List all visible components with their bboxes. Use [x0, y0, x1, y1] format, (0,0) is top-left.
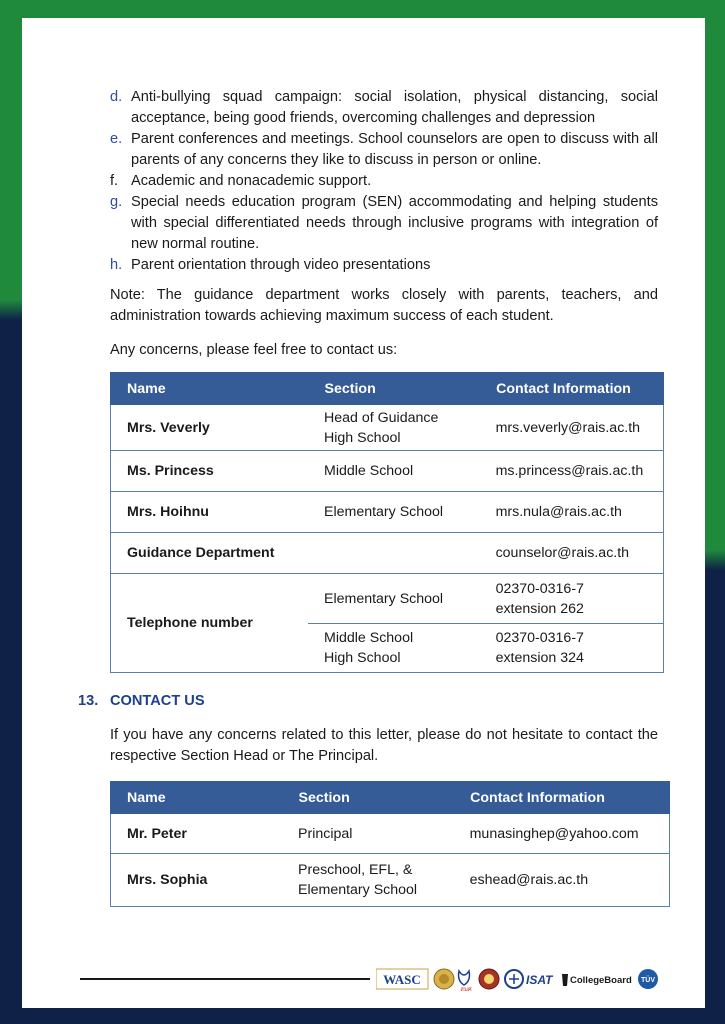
- list-item: [110, 192, 658, 255]
- list-item: [110, 87, 658, 129]
- list-marker: d.: [110, 89, 123, 105]
- phone-line: extension 262: [495, 600, 584, 617]
- contact-phone: [480, 574, 664, 624]
- svg-text:WASC: WASC: [383, 972, 421, 987]
- column-header-contact: Contact Information: [480, 373, 664, 405]
- contact-email: mrs.nula@rais.ac.th: [480, 492, 664, 533]
- contact-name: Mr. Peter: [111, 814, 283, 854]
- table-row: [111, 574, 664, 624]
- svg-text:สมศ: สมศ: [460, 987, 472, 992]
- contact-section: [308, 405, 480, 451]
- svg-text:TÜV: TÜV: [641, 977, 655, 984]
- list-item: [110, 171, 658, 192]
- contact-section: Elementary School: [308, 492, 480, 533]
- collegeboard-logo: [562, 974, 632, 986]
- contact-email: mrs.veverly@rais.ac.th: [480, 405, 664, 451]
- table-row: [111, 854, 670, 907]
- page-frame-right: [705, 0, 725, 1024]
- contact-section: Principal: [282, 814, 454, 854]
- section-line: Middle School: [324, 630, 414, 646]
- contact-section: Middle School: [308, 451, 480, 492]
- emblem-logo: [479, 969, 499, 989]
- tuv-logo: [638, 969, 658, 989]
- section-title: CONTACT US: [110, 693, 205, 709]
- isat-logo: [505, 970, 554, 988]
- contact-name: Mrs. Veverly: [111, 405, 309, 451]
- phone-line: 02370-0316-7: [495, 630, 584, 646]
- contact-phone: [480, 624, 664, 673]
- contact-name: Ms. Princess: [111, 451, 309, 492]
- contact-section: Elementary School: [308, 574, 480, 624]
- contact-section: [308, 624, 480, 673]
- section-line: Head of Guidance: [324, 409, 439, 426]
- list-item-text: Parent conferences and meetings. School counselors are open to discuss with all parents of any concerns they like to discuss in person or online.: [131, 131, 658, 168]
- contact-name: Telephone number: [111, 574, 309, 673]
- column-header-name: Name: [111, 782, 283, 814]
- column-header-section: Section: [308, 373, 480, 405]
- table-row: [111, 814, 670, 854]
- list-marker: f.: [110, 173, 119, 189]
- contact-name: Mrs. Hoihnu: [111, 492, 309, 533]
- guidance-services-list: [110, 87, 658, 276]
- contact-email: munasinghep@yahoo.com: [454, 814, 670, 854]
- contact-email: eshead@rais.ac.th: [454, 854, 670, 907]
- phone-line: extension 324: [495, 650, 584, 666]
- column-header-section: Section: [282, 782, 454, 814]
- list-item-text: Academic and nonacademic support.: [131, 173, 372, 189]
- section-head-contact-table: [110, 781, 670, 907]
- contact-name: Guidance Department: [111, 533, 309, 574]
- list-marker: e.: [110, 131, 123, 147]
- table-header-row: [111, 782, 670, 814]
- section-line: Elementary School: [298, 882, 418, 898]
- list-item: [110, 255, 658, 276]
- contact-email: counselor@rais.ac.th: [480, 533, 664, 574]
- contact-section: [282, 854, 454, 907]
- list-item-text: Anti-bullying squad campaign: social isolation, physical distancing, social acceptance, being good friends, overcoming challenges and depression: [131, 89, 658, 126]
- contact-section: [308, 533, 480, 574]
- contact-name: Mrs. Sophia: [111, 854, 283, 907]
- phone-line: 02370-0316-7: [495, 580, 584, 597]
- concerns-text: Any concerns, please feel free to contact us:: [110, 342, 398, 358]
- footer-rule: [80, 978, 370, 980]
- table-row: [111, 533, 664, 574]
- list-marker: h.: [110, 257, 123, 273]
- seal-logo: [434, 969, 454, 989]
- section-heading: [78, 693, 205, 709]
- section-number: 13.: [78, 693, 99, 709]
- contact-email: ms.princess@rais.ac.th: [480, 451, 664, 492]
- section-line: Preschool, EFL, &: [298, 862, 413, 878]
- table-row: [111, 405, 664, 451]
- list-item-text: Special needs education program (SEN) accommodating and helping students with special differentiated needs through inclusive programs with integration of new normal routine.: [131, 194, 658, 252]
- table-row: [111, 451, 664, 492]
- list-item: [110, 129, 658, 171]
- table-header-row: [111, 373, 664, 405]
- guidance-note: Note: The guidance department works closely with parents, teachers, and administration towards achieving maximum success of each student.: [110, 287, 658, 324]
- thai-quality-logo: [459, 971, 472, 992]
- section-line: High School: [324, 650, 401, 666]
- section-line: High School: [324, 429, 401, 446]
- wasc-logo: [376, 969, 428, 989]
- column-header-name: Name: [111, 373, 309, 405]
- svg-text:CollegeBoard: CollegeBoard: [570, 975, 632, 986]
- page-frame-bottom: [0, 1008, 725, 1024]
- page-frame-left: [0, 0, 22, 1024]
- table-row: [111, 492, 664, 533]
- list-item-text: Parent orientation through video presentations: [131, 257, 431, 273]
- svg-text:ISAT: ISAT: [526, 973, 553, 987]
- guidance-contact-table: [110, 372, 664, 673]
- list-marker: g.: [110, 194, 123, 210]
- page-frame-top: [0, 0, 725, 18]
- contact-us-text: If you have any concerns related to this letter, please do not hesitate to contact the respective Section Head or The Principal.: [110, 727, 658, 764]
- accreditation-logos: [376, 966, 661, 992]
- column-header-contact: Contact Information: [454, 782, 670, 814]
